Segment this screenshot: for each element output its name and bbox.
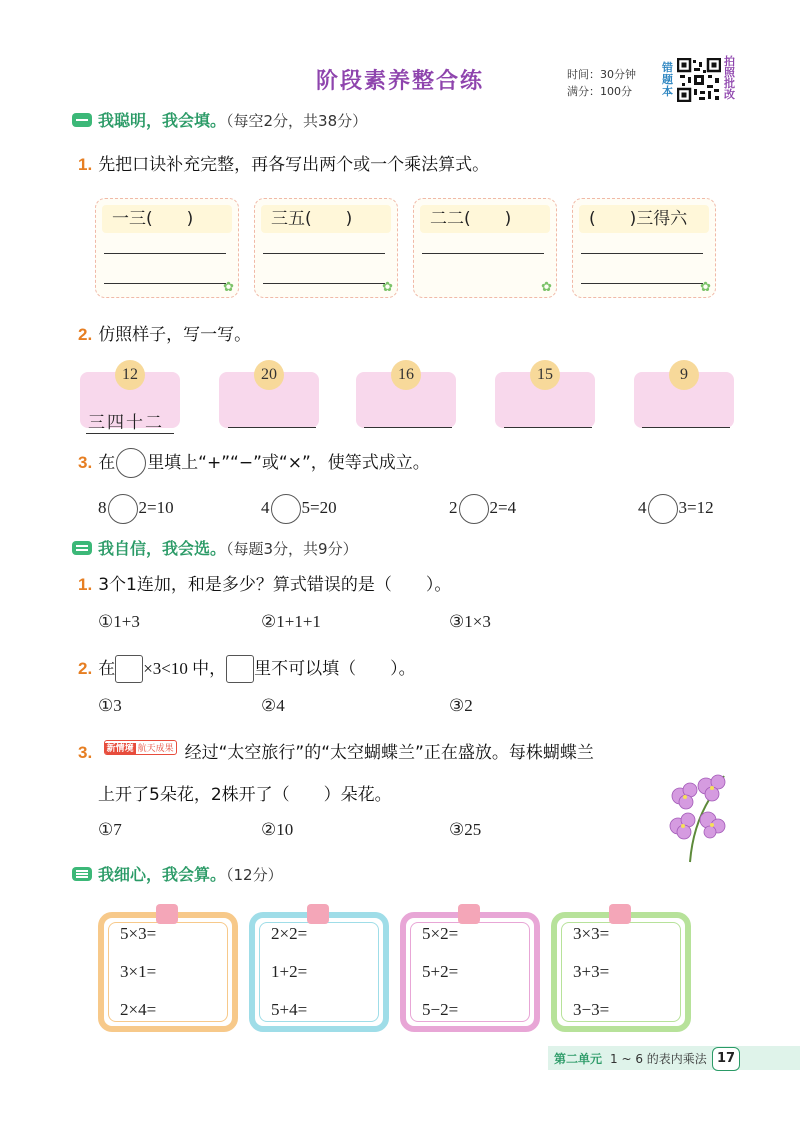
equation-3: 2 2=4	[449, 494, 516, 524]
number-bubble: 15	[530, 360, 560, 390]
footer-topic: 1 ~ 6 的表内乘法	[610, 1052, 707, 1066]
answer-line[interactable]	[581, 253, 703, 254]
answer-line[interactable]	[263, 253, 385, 254]
question-text-line2: 上开了5朵花，2株开了（ ）朵花。	[98, 785, 392, 805]
rhyme-card-4[interactable]	[572, 198, 716, 298]
qr-left-label: 错题本	[662, 61, 673, 98]
question-text: 3个1连加，和是多少？算式错误的是（ ）。	[98, 575, 452, 595]
calc-item[interactable]: 2×2=	[271, 924, 308, 943]
option-b[interactable]: ②4	[261, 696, 285, 715]
answer-line[interactable]	[581, 283, 703, 284]
calc-item[interactable]: 3×3=	[573, 924, 610, 943]
section-2-header	[72, 536, 358, 559]
calc-item[interactable]: 3×1=	[120, 962, 157, 981]
rhyme-card-3[interactable]	[413, 198, 557, 298]
question-text: 先把口诀补充完整，再各写出两个或一个乘法算式。	[98, 155, 490, 175]
qr-right-label: 拍照批改	[724, 55, 735, 101]
option-b[interactable]: ②10	[261, 820, 294, 839]
calc-item[interactable]: 5−2=	[422, 1000, 459, 1019]
answer-line[interactable]	[104, 283, 226, 284]
section-3-note: （12分）	[226, 866, 283, 884]
answer-line[interactable]	[642, 427, 730, 428]
answer-line[interactable]	[263, 283, 385, 284]
rhyme-card-1[interactable]	[95, 198, 239, 298]
section-1-number-icon	[72, 113, 92, 127]
calc-card-3	[400, 912, 540, 1032]
question-text: 经过“太空旅行”的“太空蝴蝶兰”正在盛放。每株蝴蝶兰	[184, 743, 594, 763]
calc-item[interactable]: 3−3=	[573, 1000, 610, 1019]
operator-circle[interactable]	[648, 494, 678, 524]
context-badge: 新情境 航天成果	[104, 740, 177, 755]
rhyme-text: 二二( )	[420, 205, 550, 233]
rhyme-card-2[interactable]	[254, 198, 398, 298]
number-bubble: 16	[391, 360, 421, 390]
calc-item[interactable]: 2×4=	[120, 1000, 157, 1019]
number-bubble: 20	[254, 360, 284, 390]
question-1-1: 1. 先把口诀补充完整，再各写出两个或一个乘法算式。	[78, 155, 490, 175]
footer-unit: 第二单元	[554, 1052, 603, 1066]
sample-answer: 三四十二	[88, 413, 164, 433]
question-2-2: 2. 在 ×3<10 中， 里不可以填（ ）。	[78, 654, 416, 683]
section-3-header	[72, 862, 283, 885]
section-2-title: 我自信，我会选。	[98, 539, 227, 558]
equation-2: 4 5=20	[261, 494, 337, 524]
clip-icon	[609, 904, 631, 924]
clip-icon	[458, 904, 480, 924]
section-1-note: （每空2分，共38分）	[226, 112, 368, 130]
option-c[interactable]: ③2	[449, 696, 473, 715]
section-2-number-icon	[72, 541, 92, 555]
option-c[interactable]: ③25	[449, 820, 482, 839]
rhyme-text: ( )三得六	[579, 205, 709, 233]
footer-label	[554, 1050, 707, 1067]
calc-card-4	[551, 912, 691, 1032]
section-3-number-icon	[72, 867, 92, 881]
circle-blank-icon	[116, 448, 146, 478]
number-bubble: 9	[669, 360, 699, 390]
calc-item[interactable]: 5×3=	[120, 924, 157, 943]
rhyme-text: 一三( )	[102, 205, 232, 233]
section-1-title: 我聪明，我会填。	[98, 111, 227, 130]
calc-item[interactable]: 5+4=	[271, 1000, 308, 1019]
clip-icon	[156, 904, 178, 924]
question-1-2: 2. 仿照样子，写一写。	[78, 325, 252, 345]
clip-icon	[307, 904, 329, 924]
calc-item[interactable]: 5+2=	[422, 962, 459, 981]
answer-line	[86, 433, 174, 434]
number-bubble: 12	[115, 360, 145, 390]
operator-circle[interactable]	[271, 494, 301, 524]
answer-line[interactable]	[504, 427, 592, 428]
option-c[interactable]: ③1×3	[449, 612, 491, 631]
answer-line[interactable]	[104, 253, 226, 254]
option-a[interactable]: ①7	[98, 820, 122, 839]
section-2-note: （每题3分，共9分）	[226, 540, 358, 558]
operator-circle[interactable]	[108, 494, 138, 524]
flower-icon: ✿	[382, 280, 393, 295]
question-text: 仿照样子，写一写。	[98, 325, 252, 345]
operator-circle[interactable]	[459, 494, 489, 524]
option-a[interactable]: ①3	[98, 696, 122, 715]
equation-4: 4 3=12	[638, 494, 714, 524]
question-2-3: 3. 新情境 航天成果 经过“太空旅行”的“太空蝴蝶兰”正在盛放。每株蝴蝶兰	[78, 738, 594, 763]
question-1-3: 3. 在 里填上“+”“−”或“×”，使等式成立。	[78, 448, 430, 478]
time-limit: 时间：30分钟	[567, 68, 636, 81]
option-b[interactable]: ②1+1+1	[261, 612, 321, 631]
page-title: 阶段素养整合练	[315, 69, 484, 94]
option-a[interactable]: ①1+3	[98, 612, 140, 631]
flower-icon: ✿	[223, 280, 234, 295]
qr-code-icon[interactable]	[677, 58, 721, 102]
page-number: 17	[712, 1047, 740, 1071]
question-2-1: 1. 3个1连加，和是多少？算式错误的是（ ）。	[78, 575, 452, 595]
answer-line[interactable]	[364, 427, 452, 428]
orchid-icon	[660, 768, 740, 864]
section-1-header	[72, 108, 367, 131]
calc-card-2	[249, 912, 389, 1032]
calc-item[interactable]: 3+3=	[573, 962, 610, 981]
section-3-title: 我细心，我会算。	[98, 865, 227, 884]
calc-item[interactable]: 1+2=	[271, 962, 308, 981]
exam-meta	[567, 66, 636, 100]
calc-item[interactable]: 5×2=	[422, 924, 459, 943]
square-blank-icon	[226, 655, 254, 683]
full-score: 满分：100分	[567, 85, 632, 98]
answer-line[interactable]	[228, 427, 316, 428]
equation-1: 8 2=10	[98, 494, 174, 524]
answer-line[interactable]	[422, 253, 544, 254]
flower-icon: ✿	[700, 280, 711, 295]
rhyme-text: 三五( )	[261, 205, 391, 233]
calc-card-1	[98, 912, 238, 1032]
square-blank-icon	[115, 655, 143, 683]
flower-icon: ✿	[541, 280, 552, 295]
